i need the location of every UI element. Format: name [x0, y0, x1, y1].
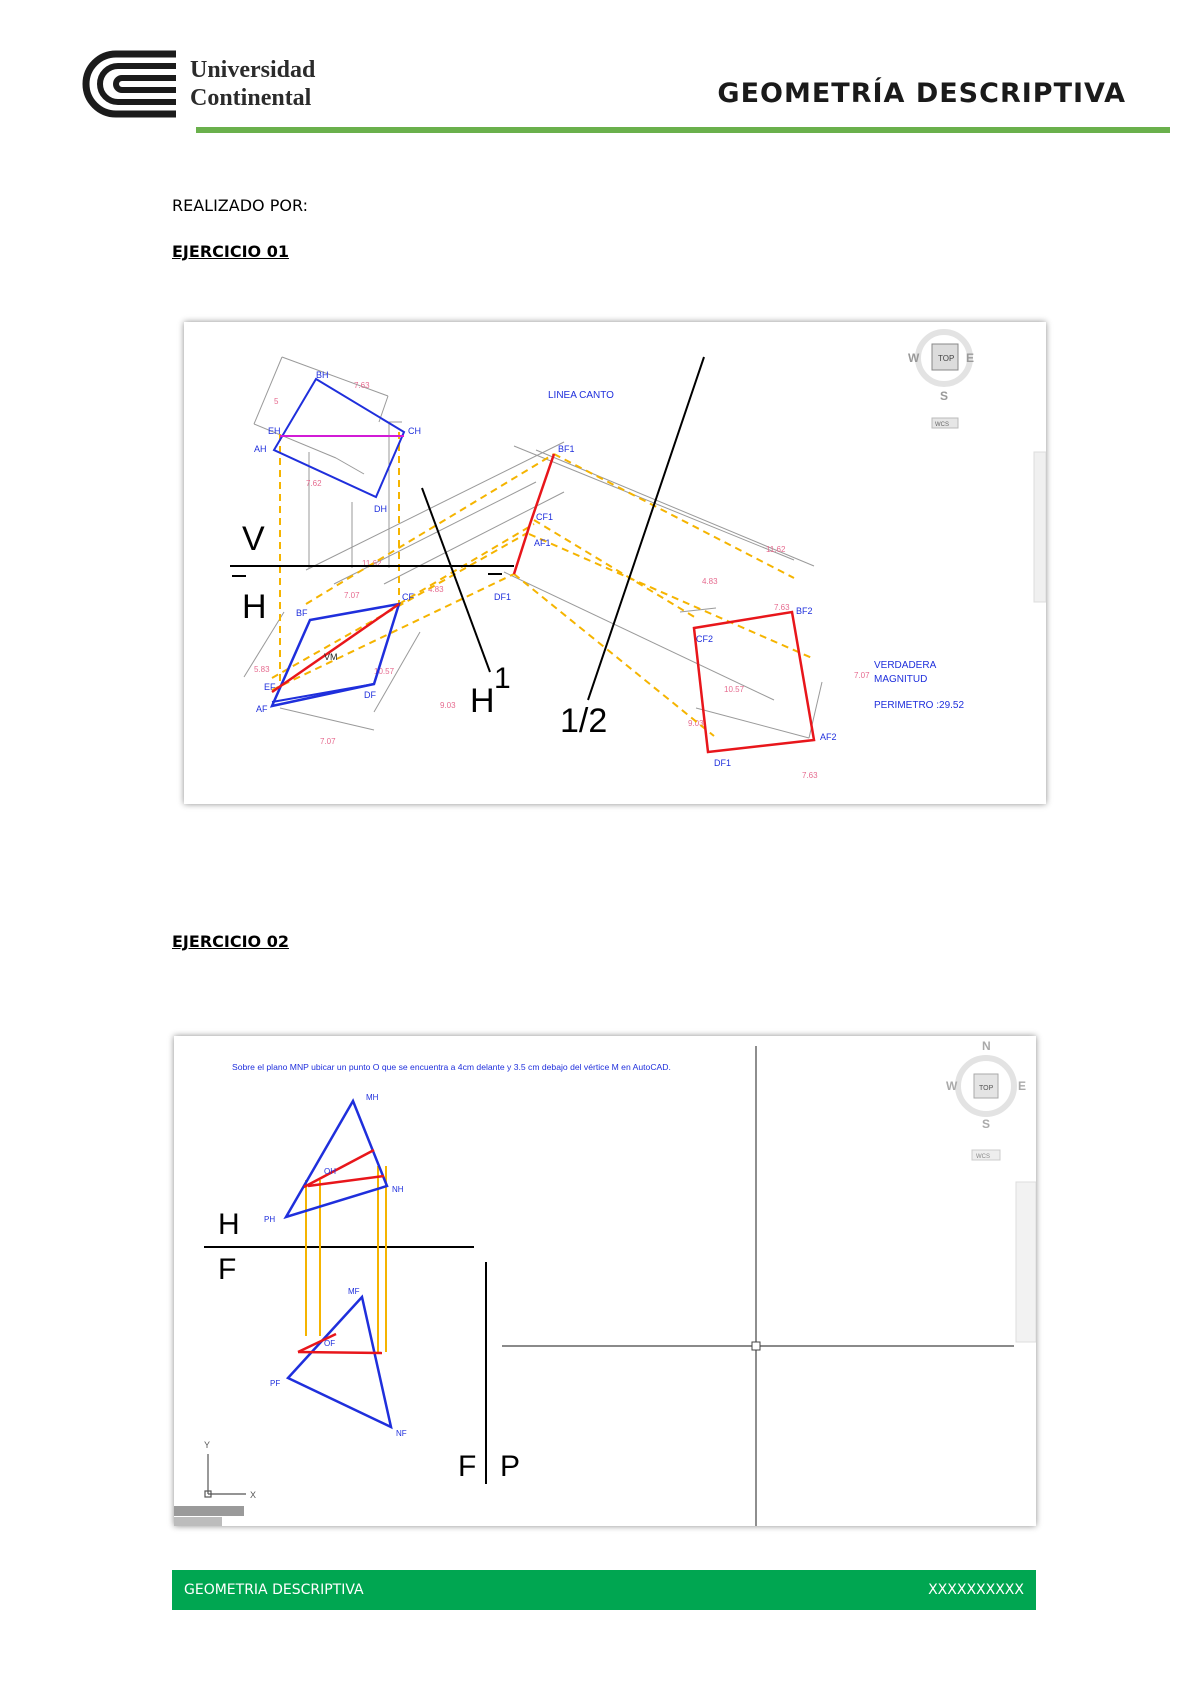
plane-f-label: F — [218, 1253, 237, 1286]
plane-h1-label: H — [470, 682, 495, 720]
dim-label: 11.62 — [362, 559, 382, 568]
exercise-1-canvas — [184, 322, 1046, 804]
viewcube-s: S — [940, 389, 949, 403]
true-size-labels — [696, 606, 837, 768]
exercise-2-drawing — [174, 1036, 1036, 1526]
point-bf1: BF1 — [558, 444, 575, 454]
dim-label: 7.07 — [854, 671, 870, 680]
exercise-1-title: EJERCICIO 01 — [172, 242, 289, 261]
point-ch: CH — [408, 426, 421, 436]
point-ph: PH — [264, 1215, 276, 1224]
crosshair-pickbox — [752, 1342, 760, 1350]
viewcube[interactable] — [908, 332, 974, 428]
viewcube-n: N — [982, 1039, 991, 1053]
ucs-axis-y: Y — [204, 1440, 211, 1450]
dim-label: 7.63 — [354, 381, 370, 390]
front-view-triangle — [288, 1297, 391, 1427]
dim-label: 9.03 — [440, 701, 456, 710]
model-tab[interactable] — [174, 1506, 244, 1516]
point-df1: DF1 — [494, 592, 512, 602]
point-df: DF — [364, 690, 376, 700]
true-size-line2: MAGNITUD — [874, 674, 928, 685]
point-of: OF — [324, 1339, 336, 1348]
viewcube-top-label: TOP — [938, 354, 955, 363]
vm-label: VM — [324, 652, 338, 662]
point-nf: NF — [396, 1429, 407, 1438]
dim-label: 10.57 — [724, 685, 745, 694]
exercise-2-title: EJERCICIO 02 — [172, 932, 289, 951]
h-h1-fold-line — [422, 488, 490, 672]
top-view-polygon — [274, 379, 404, 497]
author-label: REALIZADO POR: — [172, 196, 308, 215]
point-cf1: CF1 — [536, 512, 554, 522]
viewcube-s: S — [982, 1117, 991, 1131]
plane-f2-label: F — [458, 1450, 477, 1483]
front-view-edge — [272, 684, 374, 702]
nav-bar[interactable] — [1016, 1182, 1036, 1342]
footer-left-text: GEOMETRIA DESCRIPTIVA — [184, 1582, 364, 1598]
projection-lines — [306, 1166, 386, 1352]
university-name — [190, 56, 315, 112]
plane-h1-subscript: 1 — [494, 662, 511, 695]
plane-p-label: P — [500, 1450, 521, 1483]
dim-label: 7.63 — [774, 603, 790, 612]
viewcube-w: W — [908, 351, 920, 365]
point-mf: MF — [348, 1287, 360, 1296]
dim-label: 5.83 — [254, 665, 270, 674]
dim-label: 9.03 — [688, 719, 704, 728]
point-af1: AF1 — [534, 538, 551, 548]
university-line-2: Continental — [190, 85, 312, 111]
viewcube-w: W — [946, 1079, 958, 1093]
fold-line-1-2 — [588, 357, 704, 700]
plane-h-label: H — [218, 1208, 240, 1241]
footer-right-text: XXXXXXXXXX — [928, 1582, 1024, 1598]
perimeter-label: PERIMETRO :29.52 — [874, 700, 965, 711]
dim-label: 10.57 — [374, 667, 395, 676]
dim-label: 7.62 — [306, 479, 322, 488]
exercise-1-drawing — [184, 322, 1046, 804]
point-eh: EH — [268, 426, 281, 436]
ucs-icon — [205, 1454, 246, 1497]
point-bh: BH — [316, 370, 329, 380]
plane-v-label: V — [242, 520, 265, 558]
top-view-triangle — [286, 1101, 387, 1217]
point-mh: MH — [366, 1093, 379, 1102]
dim-label: 7.07 — [344, 591, 360, 600]
point-dh: DH — [374, 504, 387, 514]
university-line-1: Universidad — [190, 57, 316, 83]
top-view-red-lines — [304, 1150, 384, 1187]
header-title: GEOMETRÍA DESCRIPTIVA — [717, 78, 1126, 109]
point-ef: EF — [264, 682, 276, 692]
wcs-label: WCS — [976, 1154, 990, 1160]
dim-label: 5 — [274, 397, 279, 406]
layout-tab[interactable] — [174, 1517, 222, 1526]
point-pf: PF — [270, 1379, 281, 1388]
point-ah: AH — [254, 444, 267, 454]
university-logo — [80, 48, 180, 120]
true-size-info — [874, 660, 964, 711]
header-divider — [196, 127, 1170, 133]
edge-view-labels — [494, 444, 575, 602]
dim-label: 7.07 — [320, 737, 336, 746]
ucs-axis-x: X — [250, 1490, 257, 1500]
exercise-2-canvas — [174, 1036, 1036, 1526]
dim-label: 4.83 — [702, 577, 718, 586]
viewcube[interactable] — [946, 1039, 1026, 1160]
top-view-labels — [264, 1093, 404, 1224]
viewcube-top-label: TOP — [979, 1085, 994, 1092]
viewcube-e: E — [966, 351, 975, 365]
wcs-label: WCS — [935, 422, 949, 428]
point-bf: BF — [296, 608, 308, 618]
point-af2: AF2 — [820, 732, 837, 742]
point-df2: DF1 — [714, 758, 732, 768]
front-view-red-lines — [298, 1334, 382, 1353]
plane-h-label: H — [242, 588, 267, 626]
point-oh: OH — [324, 1167, 336, 1176]
linea-canto-label: LINEA CANTO — [548, 390, 614, 401]
point-cf: CF — [402, 592, 414, 602]
nav-bar[interactable] — [1034, 452, 1046, 602]
viewcube-e: E — [1018, 1079, 1027, 1093]
dim-label: 7.63 — [802, 771, 818, 780]
dim-label: 11.62 — [766, 545, 786, 554]
dim-label: 4.83 — [428, 585, 444, 594]
point-nh: NH — [392, 1185, 404, 1194]
point-bf2: BF2 — [796, 606, 813, 616]
instruction-text: Sobre el plano MNP ubicar un punto O que se encuentra a 4cm delante y 3.5 cm debajo del vértice M en AutoCAD. — [232, 1062, 671, 1072]
construction-lines — [244, 357, 822, 738]
point-cf2: CF2 — [696, 634, 714, 644]
footer-bar — [172, 1570, 1036, 1610]
true-size-line1: VERDADERA — [874, 660, 937, 671]
point-af: AF — [256, 704, 268, 714]
true-length-line — [272, 604, 399, 692]
fold-label-1-2: 1/2 — [560, 702, 608, 740]
